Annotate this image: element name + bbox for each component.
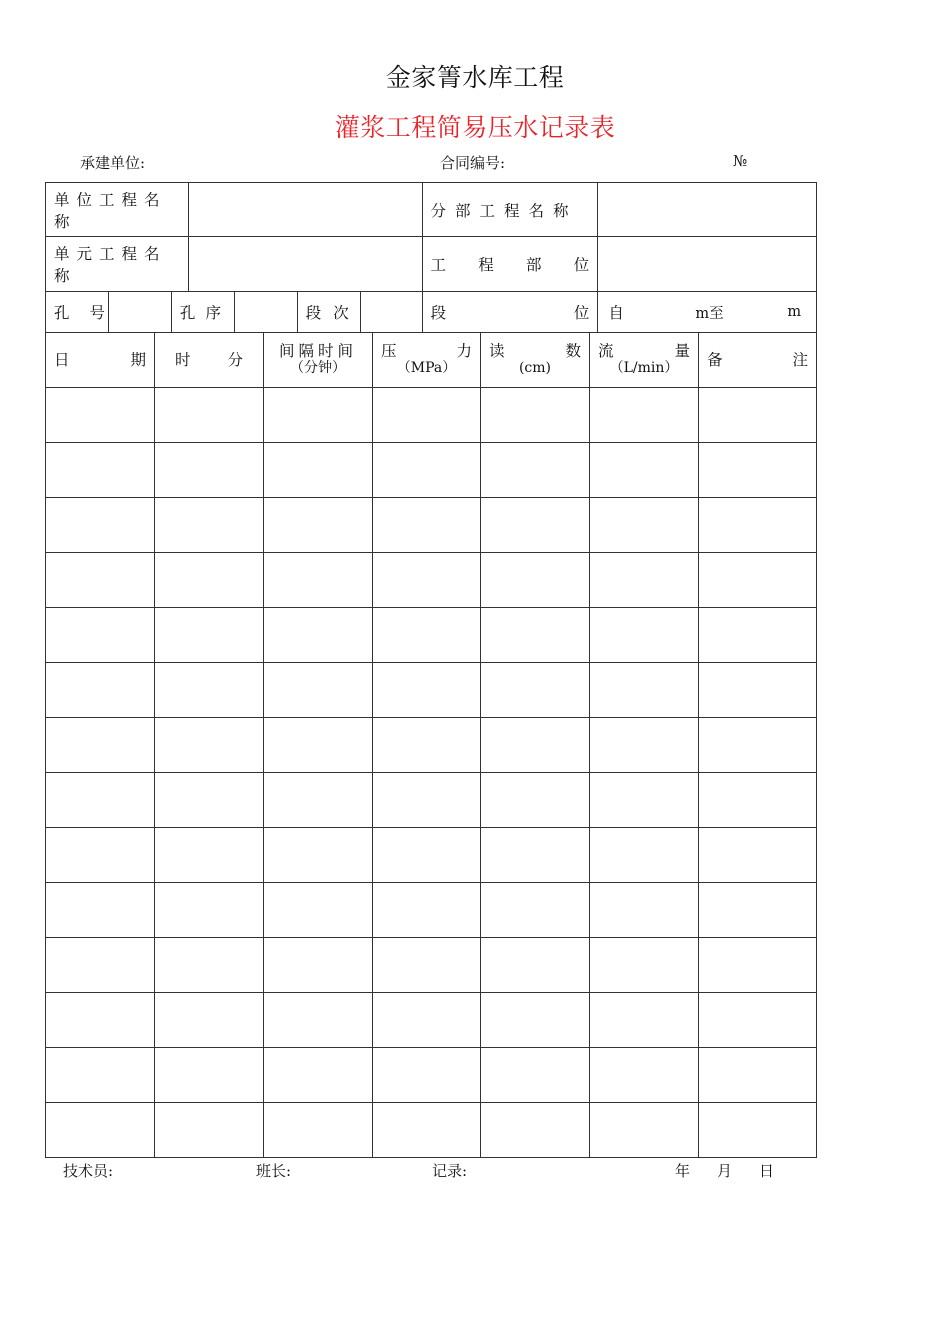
header-char: 分 <box>227 350 243 369</box>
cell-date[interactable] <box>46 553 155 607</box>
label-char: 部 <box>526 256 542 274</box>
unit-project-label: 单位工程名称 <box>46 183 189 236</box>
col-time-header <box>155 333 264 387</box>
record-table <box>45 182 817 1158</box>
cell-reading[interactable] <box>481 773 590 827</box>
cell-time[interactable] <box>155 1103 264 1157</box>
table-row <box>45 237 817 292</box>
table-row <box>45 993 817 1048</box>
section-location-value[interactable] <box>598 292 817 332</box>
cell-pressure[interactable] <box>373 993 481 1047</box>
col-remark-header <box>699 333 817 387</box>
cell-pressure[interactable] <box>373 663 481 717</box>
cell-flow[interactable] <box>590 388 699 442</box>
section-count-value[interactable] <box>361 292 423 332</box>
unit-m-label: m <box>787 304 802 320</box>
section-location-label <box>423 292 599 332</box>
cell-pressure[interactable] <box>373 883 481 937</box>
cell-remark[interactable] <box>699 388 817 442</box>
cell-time[interactable] <box>155 1048 264 1102</box>
cell-interval[interactable] <box>264 498 373 552</box>
table-row <box>45 553 817 608</box>
table-row <box>45 388 817 443</box>
cell-pressure[interactable] <box>373 443 481 497</box>
cell-pressure[interactable] <box>373 773 481 827</box>
header-char: 备 <box>707 350 723 369</box>
cell-interval[interactable] <box>264 608 373 662</box>
table-row <box>45 498 817 553</box>
cell-date[interactable] <box>46 938 155 992</box>
cell-remark[interactable] <box>699 1048 817 1102</box>
header-char: 时 <box>175 350 191 369</box>
cell-remark[interactable] <box>699 993 817 1047</box>
cell-interval[interactable] <box>264 993 373 1047</box>
cell-date[interactable] <box>46 608 155 662</box>
column-header-row <box>45 333 817 388</box>
table-row <box>45 1103 817 1158</box>
page-title: 金家箐水库工程 <box>385 63 565 92</box>
cell-time[interactable] <box>155 553 264 607</box>
header-unit: (cm) <box>518 360 552 376</box>
cell-remark[interactable] <box>699 608 817 662</box>
cell-reading[interactable] <box>481 498 590 552</box>
hole-no-value[interactable] <box>109 292 172 332</box>
cell-interval[interactable] <box>264 773 373 827</box>
cell-pressure[interactable] <box>373 718 481 772</box>
element-project-value[interactable] <box>189 237 423 291</box>
to-label: m至 <box>695 305 724 322</box>
header-unit: （MPa） <box>396 360 457 376</box>
header-char: 数 <box>565 342 581 360</box>
cell-reading[interactable] <box>481 443 590 497</box>
cell-date[interactable] <box>46 1048 155 1102</box>
cell-pressure[interactable] <box>373 1103 481 1157</box>
cell-reading[interactable] <box>481 828 590 882</box>
header-char: 压 <box>381 342 397 360</box>
cell-remark[interactable] <box>699 773 817 827</box>
cell-flow[interactable] <box>590 828 699 882</box>
table-row <box>45 608 817 663</box>
team-leader-label: 班长: <box>256 1162 292 1180</box>
cell-time[interactable] <box>155 718 264 772</box>
label-char: 工 <box>430 256 447 274</box>
col-flow-header <box>590 333 699 387</box>
cell-reading[interactable] <box>481 1103 590 1157</box>
cell-time[interactable] <box>155 388 264 442</box>
sub-project-label: 分部工程名称 <box>423 183 599 236</box>
label-char: 孔 <box>179 304 196 322</box>
cell-time[interactable] <box>155 663 264 717</box>
table-row <box>45 663 817 718</box>
cell-reading[interactable] <box>481 993 590 1047</box>
table-row <box>45 938 817 993</box>
table-row <box>45 883 817 938</box>
cell-date[interactable] <box>46 718 155 772</box>
label-char: 位 <box>573 256 590 274</box>
cell-time[interactable] <box>155 443 264 497</box>
cell-interval[interactable] <box>264 388 373 442</box>
label-char: 段 <box>305 304 322 322</box>
contract-no-label: 合同编号: <box>440 154 506 172</box>
label-char: 段 <box>430 304 447 322</box>
section-count-label <box>298 292 361 332</box>
month-label: 月 <box>717 1162 733 1180</box>
col-pressure-header <box>373 333 481 387</box>
cell-flow[interactable] <box>590 1103 699 1157</box>
cell-reading[interactable] <box>481 938 590 992</box>
cell-interval[interactable] <box>264 553 373 607</box>
cell-interval[interactable] <box>264 938 373 992</box>
cell-flow[interactable] <box>590 443 699 497</box>
number-label: № <box>733 152 748 170</box>
cell-interval[interactable] <box>264 1103 373 1157</box>
col-date-header <box>46 333 155 387</box>
cell-time[interactable] <box>155 993 264 1047</box>
cell-time[interactable] <box>155 608 264 662</box>
cell-remark[interactable] <box>699 718 817 772</box>
table-row <box>45 1048 817 1103</box>
cell-pressure[interactable] <box>373 553 481 607</box>
cell-flow[interactable] <box>590 883 699 937</box>
cell-flow[interactable] <box>590 608 699 662</box>
cell-remark[interactable] <box>699 663 817 717</box>
header-char: 读 <box>489 342 505 360</box>
cell-time[interactable] <box>155 883 264 937</box>
cell-date[interactable] <box>46 443 155 497</box>
label-char: 次 <box>333 304 349 322</box>
cell-interval[interactable] <box>264 828 373 882</box>
table-row <box>45 443 817 498</box>
data-rows <box>45 388 817 1158</box>
header-char: 日 <box>54 350 70 369</box>
cell-pressure[interactable] <box>373 1048 481 1102</box>
element-project-label: 单元工程名称 <box>46 237 189 291</box>
cell-pressure[interactable] <box>373 498 481 552</box>
cell-date[interactable] <box>46 828 155 882</box>
col-interval-header <box>264 333 373 387</box>
cell-pressure[interactable] <box>373 938 481 992</box>
label-char: 程 <box>478 256 494 274</box>
cell-flow[interactable] <box>590 553 699 607</box>
hole-no-label <box>46 292 109 332</box>
header-char: 流 <box>598 342 614 360</box>
table-row <box>45 828 817 883</box>
cell-pressure[interactable] <box>373 828 481 882</box>
cell-date[interactable] <box>46 993 155 1047</box>
table-row <box>45 773 817 828</box>
label-char: 序 <box>205 304 221 322</box>
cell-interval[interactable] <box>264 883 373 937</box>
year-label: 年 <box>675 1162 691 1180</box>
header-unit: （分钟） <box>290 360 346 376</box>
cell-reading[interactable] <box>481 388 590 442</box>
contractor-label: 承建单位: <box>80 154 146 172</box>
cell-flow[interactable] <box>590 993 699 1047</box>
cell-time[interactable] <box>155 773 264 827</box>
cell-flow[interactable] <box>590 938 699 992</box>
sub-project-value[interactable] <box>598 183 817 236</box>
cell-date[interactable] <box>46 663 155 717</box>
cell-interval[interactable] <box>264 1048 373 1102</box>
cell-flow[interactable] <box>590 773 699 827</box>
cell-remark[interactable] <box>699 443 817 497</box>
header-unit: （L/min） <box>609 360 679 376</box>
cell-flow[interactable] <box>590 718 699 772</box>
label-char: 号 <box>89 304 106 322</box>
cell-pressure[interactable] <box>373 388 481 442</box>
cell-date[interactable] <box>46 498 155 552</box>
cell-interval[interactable] <box>264 443 373 497</box>
cell-reading[interactable] <box>481 608 590 662</box>
cell-flow[interactable] <box>590 1048 699 1102</box>
cell-reading[interactable] <box>481 718 590 772</box>
technician-label: 技术员: <box>63 1162 114 1180</box>
header-text: 间隔时间 <box>278 342 357 360</box>
cell-time[interactable] <box>155 938 264 992</box>
cell-interval[interactable] <box>264 663 373 717</box>
cell-flow[interactable] <box>590 663 699 717</box>
col-reading-header <box>481 333 590 387</box>
cell-date[interactable] <box>46 1103 155 1157</box>
header-char: 量 <box>674 342 690 360</box>
form-title: 灌浆工程简易压水记录表 <box>334 113 616 142</box>
label-char: 位 <box>573 304 590 322</box>
cell-date[interactable] <box>46 388 155 442</box>
hole-order-label <box>172 292 235 332</box>
header-char: 期 <box>130 350 146 369</box>
cell-reading[interactable] <box>481 1048 590 1102</box>
cell-date[interactable] <box>46 773 155 827</box>
unit-project-value[interactable] <box>189 183 423 236</box>
cell-remark[interactable] <box>699 498 817 552</box>
cell-reading[interactable] <box>481 883 590 937</box>
cell-reading[interactable] <box>481 663 590 717</box>
recorder-label: 记录: <box>432 1162 468 1180</box>
header-char: 注 <box>792 350 808 369</box>
table-row <box>45 182 817 237</box>
from-label: 自 <box>608 304 624 322</box>
cell-time[interactable] <box>155 498 264 552</box>
day-label: 日 <box>759 1162 775 1180</box>
cell-remark[interactable] <box>699 883 817 937</box>
cell-time[interactable] <box>155 828 264 882</box>
cell-flow[interactable] <box>590 498 699 552</box>
cell-reading[interactable] <box>481 553 590 607</box>
cell-remark[interactable] <box>699 938 817 992</box>
cell-date[interactable] <box>46 883 155 937</box>
table-row <box>45 292 817 333</box>
project-location-value[interactable] <box>598 237 817 291</box>
table-row <box>45 718 817 773</box>
cell-remark[interactable] <box>699 828 817 882</box>
header-char: 力 <box>456 342 472 360</box>
cell-remark[interactable] <box>699 553 817 607</box>
cell-remark[interactable] <box>699 1103 817 1157</box>
cell-pressure[interactable] <box>373 608 481 662</box>
project-location-label <box>423 237 599 291</box>
label-char: 孔 <box>54 304 70 322</box>
cell-interval[interactable] <box>264 718 373 772</box>
hole-order-value[interactable] <box>235 292 298 332</box>
